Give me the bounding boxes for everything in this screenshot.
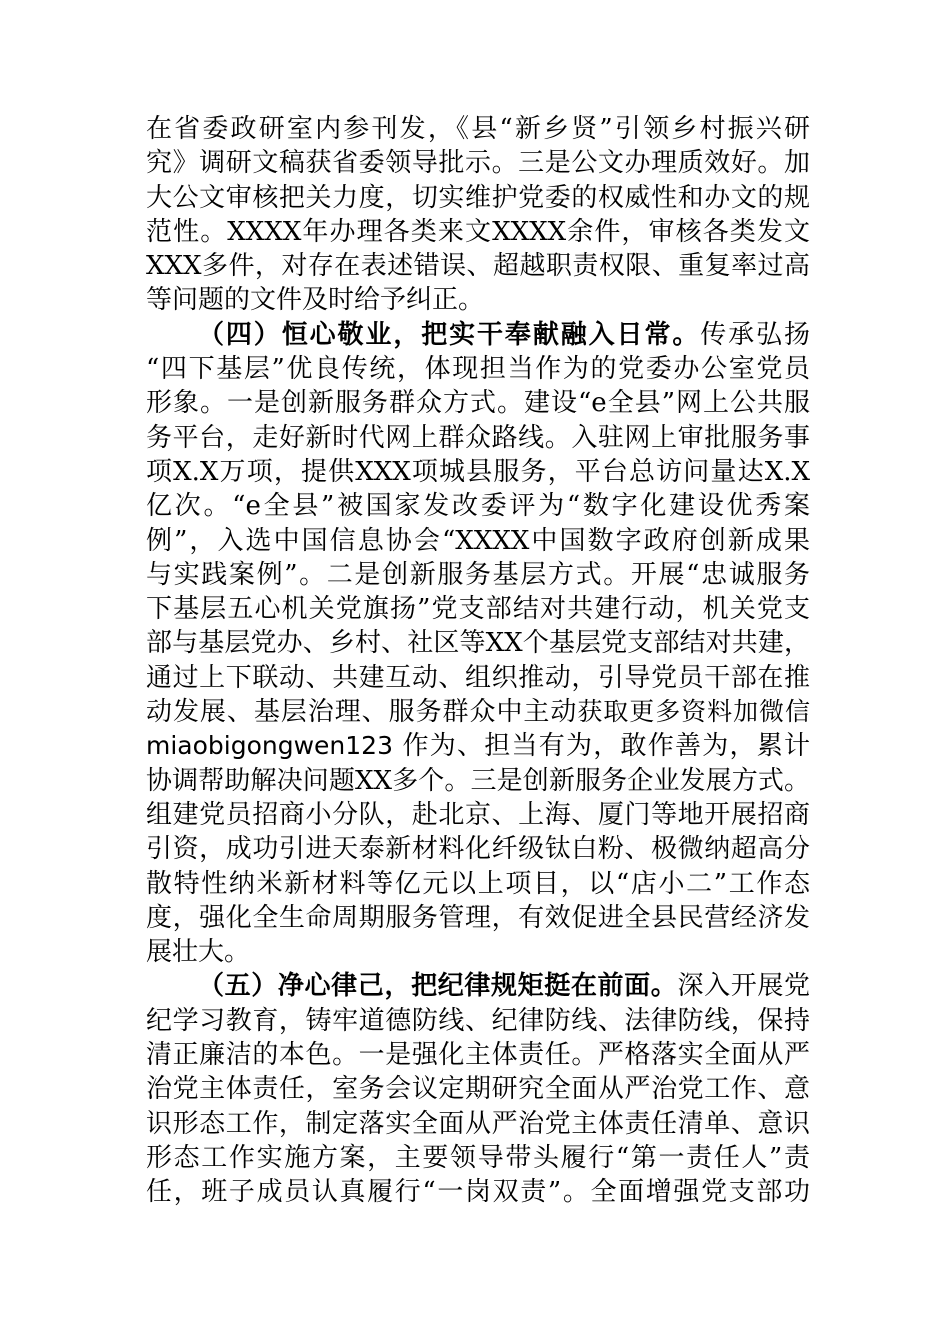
text-line: 协调帮助解决问题XX多个。三是创新服务企业发展方式。 bbox=[146, 765, 810, 796]
text-line: 纪学习教育，铸牢道德防线、纪律防线、法律防线，保持 bbox=[146, 1005, 810, 1036]
text-line: 与实践案例”。二是创新服务基层方式。开展“忠诚服务 bbox=[146, 559, 810, 590]
text-line: 范性。XXXX年办理各类来文XXXX余件，审核各类发文 bbox=[146, 216, 810, 247]
text-line: 项X.X万项，提供XXX项城县服务，平台总访问量达X.X bbox=[146, 456, 810, 487]
text-line: 清正廉洁的本色。一是强化主体责任。严格落实全面从严 bbox=[146, 1040, 810, 1071]
section-4-first-line bbox=[146, 318, 810, 352]
section-5-lead-text: 深入开展党 bbox=[677, 971, 810, 1002]
text-line: 识形态工作，制定落实全面从严治党主体责任清单、意识 bbox=[146, 1108, 810, 1139]
text-line: 散特性纳米新材料等亿元以上项目，以“店小二”工作态 bbox=[146, 868, 810, 899]
section-4-lead-text: 传承弘扬 bbox=[700, 319, 810, 350]
text-line: 形象。一是创新服务群众方式。建设“e全县”网上公共服 bbox=[146, 388, 810, 419]
promo-id-line bbox=[146, 729, 810, 763]
text-line: 究》调研文稿获省委领导批示。三是公文办理质效好。加 bbox=[146, 148, 810, 179]
section-5-first-line bbox=[146, 969, 810, 1003]
text-line: 形态工作实施方案，主要领导带头履行“第一责任人”责 bbox=[146, 1142, 810, 1173]
text-line: 例”，入选中国信息协会“XXXX中国数字政府创新成果 bbox=[146, 525, 810, 556]
text-line: 在省委政研室内参刊发，《县“新乡贤”引领乡村振兴研 bbox=[146, 114, 810, 144]
text-line: XXX多件，对存在表述错误、超越职责权限、重复率过高 bbox=[146, 251, 810, 282]
text-line: 务平台，走好新时代网上群众路线。入驻网上审批服务事 bbox=[146, 422, 810, 453]
text-line: “四下基层”优良传统，体现担当作为的党委办公室党员 bbox=[146, 354, 810, 385]
text-line: 任，班子成员认真履行“一岗双责”。全面增强党支部功 bbox=[146, 1177, 810, 1208]
text-segment: 动发展、基层治理、服务群众中主动 bbox=[146, 697, 578, 728]
text-line: 部与基层党办、乡村、社区等XX个基层党支部结对共建， bbox=[146, 628, 810, 659]
text-segment: 作为、担当有为，敢作善为，累计 bbox=[402, 731, 810, 762]
text-line: 度，强化全生命周期服务管理，有效促进全县民营经济发 bbox=[146, 902, 810, 933]
text-line: 亿次。“e全县”被国家发改委评为“数字化建设优秀案 bbox=[146, 491, 810, 522]
promo-line bbox=[146, 695, 810, 729]
section-4-heading: （四）恒心敬业，把实干奉献融入日常。 bbox=[198, 319, 701, 350]
text-line: 等问题的文件及时给予纠正。 bbox=[146, 285, 485, 316]
text-line: 治党主体责任，室务会议定期研究全面从严治党工作、意 bbox=[146, 1074, 810, 1105]
promo-text: 获取更多资料加微信 bbox=[577, 697, 810, 727]
text-line: 组建党员招商小分队，赴北京、上海、厦门等地开展招商 bbox=[146, 799, 810, 830]
section-5-heading: （五）净心律己，把纪律规矩挺在前面。 bbox=[198, 971, 678, 1002]
promo-wechat-id: miaobigongwen123 bbox=[146, 731, 393, 761]
text-line: 引资，成功引进天泰新材料化纤级钛白粉、极微纳超高分 bbox=[146, 834, 810, 865]
text-line: 下基层五心机关党旗扬”党支部结对共建行动，机关党支 bbox=[146, 594, 810, 625]
document-body bbox=[146, 112, 810, 1210]
text-line: 通过上下联动、共建互动、组织推动，引导党员干部在推 bbox=[146, 662, 810, 693]
text-line: 展壮大。 bbox=[146, 937, 251, 968]
text-line: 大公文审核把关力度，切实维护党委的权威性和办文的规 bbox=[146, 182, 810, 213]
